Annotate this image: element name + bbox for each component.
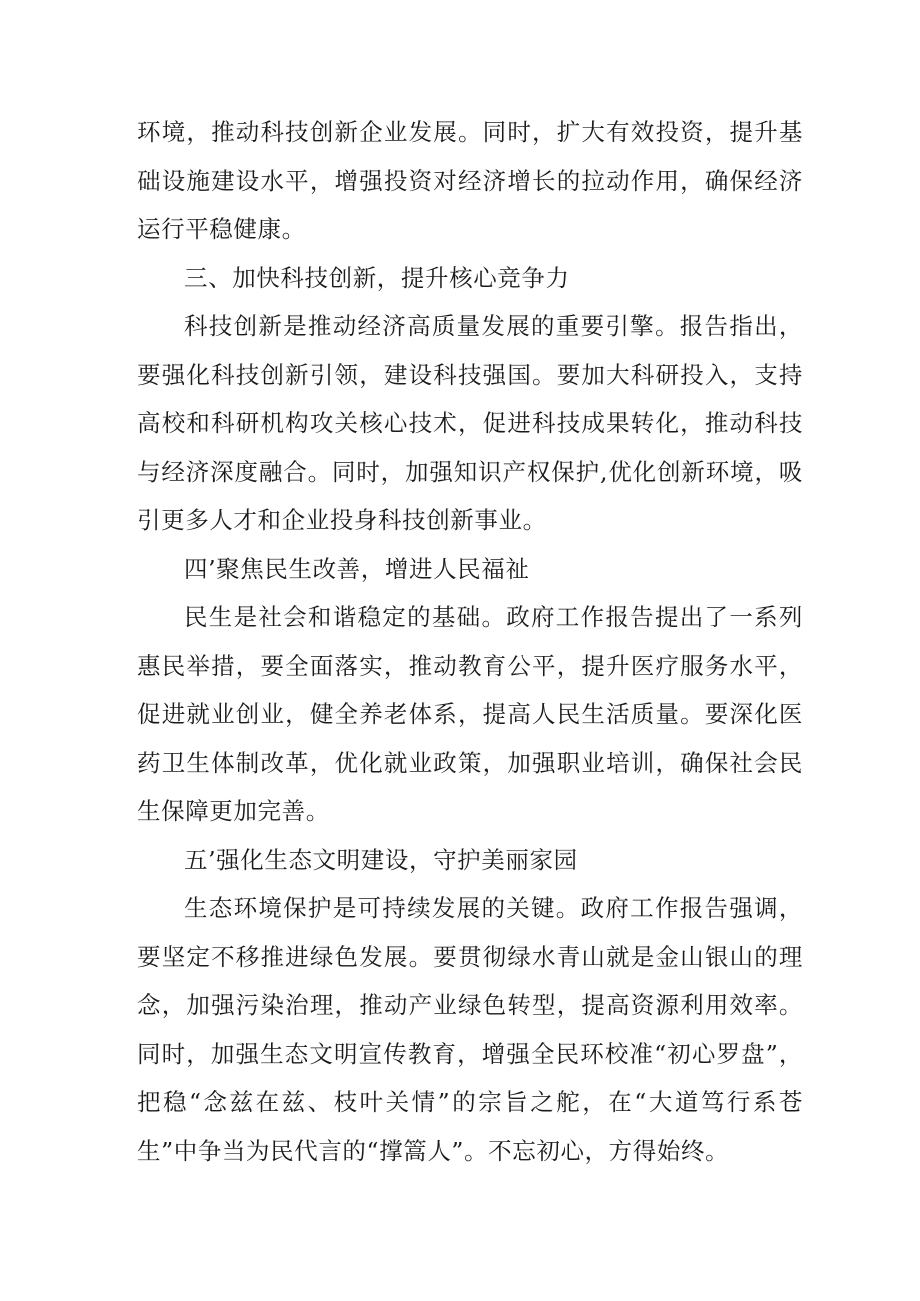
document-body	[137, 108, 803, 1175]
paragraph-livelihood: 民生是社会和谐稳定的基础。政府工作报告提出了一系列惠民举措，要全面落实，推动教育公平，提升医疗服务水平，促进就业创业，健全养老体系，提高人民生活质量。要深化医药卫生体制改革，优化就业政策，加强职业培训，确保社会民生保障更加完善。	[137, 603, 803, 825]
section-heading-4: 四’聚焦民生改善，增进人民福祉	[184, 554, 530, 583]
section-heading-3: 三、加快科技创新，提升核心竞争力	[184, 263, 570, 292]
paragraph-continuation: 环境，推动科技创新企业发展。同时，扩大有效投资，提升基础设施建设水平，增强投资对经济增长的拉动作用，确保经济运行平稳健康。	[137, 118, 803, 243]
paragraph-ecology: 生态环境保护是可持续发展的关键。政府工作报告强调，要坚定不移推进绿色发展。要贯彻绿水青山就是金山银山的理念，加强污染治理，推动产业绿色转型，提高资源利用效率。同时，加强生态文明宣传教育，增强全民环校准“初心罗盘”，把稳“念兹在兹、枝叶关情”的宗旨之舵，在“大道笃行系苍生”中争当为民代言的“撑篙人”。不忘初心，方得始终。	[137, 894, 803, 1165]
section-heading-5: 五’强化生态文明建设，守护美丽家园	[184, 845, 578, 874]
paragraph-innovation: 科技创新是推动经济高质量发展的重要引擎。报告指出，要强化科技创新引领，建设科技强国。要加大科研投入，支持高校和科研机构攻关核心技术，促进科技成果转化，推动科技与经济深度融合。同时，加强知识产权保护,优化创新环境，吸引更多人才和企业投身科技创新事业。	[137, 312, 803, 534]
